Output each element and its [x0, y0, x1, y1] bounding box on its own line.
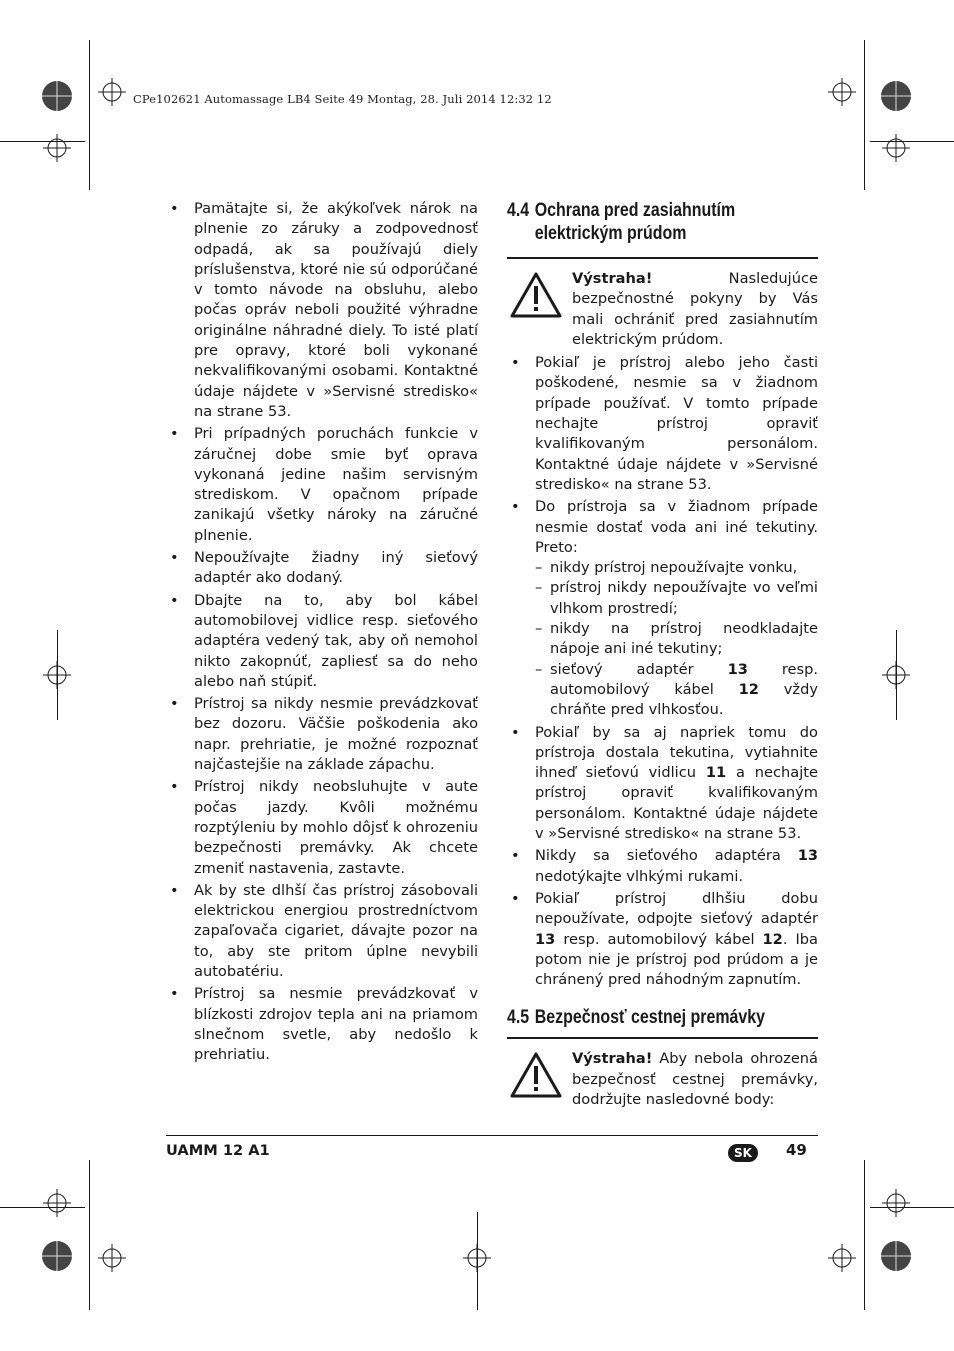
warning-label: Výstraha!	[572, 1050, 653, 1068]
right-column	[507, 199, 818, 1119]
section-rule	[507, 1037, 818, 1039]
list-item-text: resp. automobilový kábel	[555, 930, 763, 948]
list-item: • Pamätajte si, že akýkoľvek nárok na plnenie zo záruky a zodpovednosť odpadá, ak sa používajú diely príslušenstva, ktoré nie sú odporúčané v tomto návode na obsluhu, alebo počas opráv neboli použité výhradne originálne náhradné diely. To isté platí pre opravy, ktoré boli vykonané nekvalifikovanými osobami. Kontaktné údaje nájdete v »Servisné stredisko« na strane 53.	[166, 199, 478, 422]
list-item: • Pokiaľ je prístroj alebo jeho časti poškodené, nesmie sa v žiadnom prípade používať. V tomto prípade nechajte prístroj opraviť kvalifikovaným personálom. Kontaktné údaje nájdete v »Servisné stredisko« na strane 53.	[507, 353, 818, 495]
part-ref: 13	[797, 847, 818, 865]
warning-triangle-icon	[510, 1051, 562, 1099]
safety-list-electric	[507, 353, 818, 990]
part-ref: 13	[727, 660, 748, 678]
part-ref: 12	[738, 680, 759, 698]
list-item-text: Pokiaľ prístroj dlhšiu dobu nepoužívate, odpojte sieťový adaptér	[535, 889, 818, 928]
dash-text: vždy chráňte pred vlhkosťou.	[550, 680, 818, 719]
list-item: • Pri prípadných poruchách funkcie v záručnej dobe smie byť oprava vykonaná jedine našim servisným strediskom. V opačnom prípade zanikajú všetky nároky na záručné plnenie.	[166, 424, 478, 546]
list-item	[507, 497, 818, 720]
list-item-text: Nikdy sa sieťového adaptéra	[535, 847, 798, 865]
part-ref: 12	[762, 930, 783, 948]
list-item	[507, 723, 818, 845]
part-ref: 13	[535, 930, 556, 948]
section-title-line2: elektrickým prúdom	[534, 223, 687, 244]
list-item-text: nedotýkajte vlhkými rukami.	[535, 867, 744, 885]
list-item	[507, 846, 818, 887]
list-item: • Dbajte na to, aby bol kábel automobilovej vidlice resp. sieťového adaptéra vedený tak, aby oň nemohol nikto zakopnúť, zapliesť sa do neho alebo naň stúpiť.	[166, 591, 478, 692]
warning-text: Aby nebola ohrozená bezpečnosť cestnej premávky, dodržujte nasledovné body:	[572, 1050, 818, 1108]
list-item: • Nepoužívajte žiadny iný sieťový adaptér ako dodaný.	[166, 548, 478, 589]
section-number: 4.4	[507, 200, 530, 221]
print-header: CPe102621 Automassage LB4 Seite 49 Montag, 28. Juli 2014 12:32 12	[133, 92, 552, 106]
dash-list	[535, 558, 818, 720]
section-rule	[507, 257, 818, 259]
left-column	[166, 199, 478, 1067]
dash-item: – nikdy prístroj nepoužívajte vonku,	[535, 558, 818, 578]
warning-box	[507, 269, 818, 350]
list-item: • Prístroj nikdy neobsluhujte v aute počas jazdy. Kvôli možnému rozptýleniu by mohlo dôjsť k ohrozeniu bezpečnosti premávky. Ak chcete zmeniť nastavenia, zastavte.	[166, 777, 478, 878]
list-item: • Prístroj sa nikdy nesmie prevádzkovať bez dozoru. Väčšie poškodenia ako napr. prehriatie, je možné rozpoznať najčastejšie na základe zápachu.	[166, 694, 478, 775]
footer-rule	[166, 1135, 818, 1136]
list-item-text: . Iba potom nie je prístroj pod prúdom a je chránený pred náhodným zapnutím.	[535, 930, 819, 989]
list-item-text: Do prístroja sa v žiadnom prípade nesmie dostať voda ani iné tekutiny. Preto:	[535, 498, 818, 556]
warning-box	[507, 1049, 818, 1119]
section-number: 4.5	[507, 1007, 530, 1029]
dash-item	[535, 660, 818, 721]
warning-triangle-icon	[510, 271, 562, 319]
warning-text: Nasledujúce bezpečnostné pokyny by Vás mali ochrániť pred zasiahnutím elektrickým prúdom.	[572, 270, 818, 348]
section-title: Bezpečnosť cestnej premávky	[534, 1007, 766, 1029]
list-item-text: a nechajte prístroj opraviť kvalifikovaným personálom. Kontaktné údaje nájdete v »Servisné stredisko« na strane 53.	[535, 764, 818, 843]
list-item	[507, 889, 818, 990]
safety-list-left	[166, 199, 478, 1065]
page-number: 49	[786, 1141, 807, 1159]
warning-label: Výstraha!	[572, 270, 653, 287]
list-item: • Prístroj sa nesmie prevádzkovať v blízkosti zdrojov tepla ani na priamom slnečnom svetle, aby nedošlo k prehriatiu.	[166, 984, 478, 1065]
list-item-text: Pokiaľ by sa aj napriek tomu do prístroja dostala tekutina, vytiahnite ihneď sieťovú vidlicu	[535, 723, 818, 782]
dash-item: – prístroj nikdy nepoužívajte vo veľmi vlhkom prostredí;	[535, 578, 818, 619]
dash-item: – nikdy na prístroj neodkladajte nápoje ani iné tekutiny;	[535, 619, 818, 660]
language-badge: SK	[728, 1144, 758, 1162]
footer-model: UAMM 12 A1	[166, 1142, 270, 1159]
section-title-line1: Ochrana pred zasiahnutím	[534, 200, 736, 221]
dash-text: sieťový adaptér	[550, 660, 728, 678]
section-heading-4-5	[507, 1006, 818, 1029]
section-heading-4-4	[507, 199, 818, 245]
dash-text: resp. automobilový kábel	[550, 660, 819, 698]
part-ref: 11	[705, 764, 727, 782]
list-item: • Ak by ste dlhší čas prístroj zásobovali elektrickou energiou prostredníctvom zapaľovača cigariet, dávajte pozor na to, aby ste pritom úplne nevybili autobatériu.	[166, 881, 478, 982]
